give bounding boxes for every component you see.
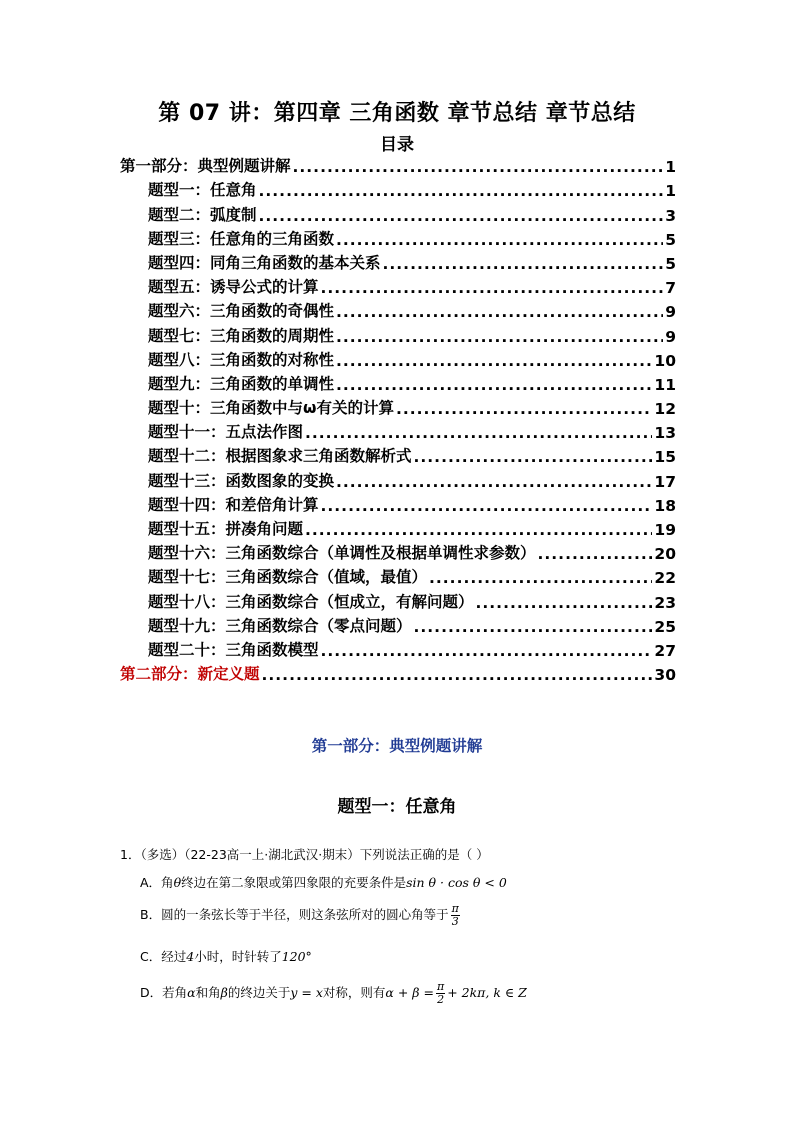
toc-entry[interactable] [120,346,676,370]
toc-entry[interactable] [120,660,676,684]
toc-dot-leader [305,521,652,539]
toc-entry[interactable] [120,321,676,345]
toc-entry-label: 第一部分：典型例题讲解 [120,157,291,176]
toc-entry-page-number: 19 [654,521,676,539]
option-d-alpha: α [187,985,196,1000]
toc-dot-leader [414,618,653,636]
option-a-prefix: A．角 [140,875,174,890]
toc-entry-label: 题型四：同角三角函数的基本关系 [148,253,381,272]
toc-entry-label: 题型六：三角函数的奇偶性 [148,302,335,321]
option-d-mid: 的终边关于 [227,985,291,1000]
option-d-and: 和角 [195,985,221,1000]
toc-entry-page-number: 3 [665,206,676,225]
toc-dot-leader [414,448,653,466]
toc-dot-leader [476,594,653,612]
toc-entry-page-number: 9 [665,303,676,322]
toc-entry-label: 题型十八：三角函数综合（恒成立，有解问题） [148,592,474,611]
option-d-sym: 对称，则有 [322,985,386,1000]
option-a-expr: sin θ · cos θ < 0 [406,875,507,890]
toc-entry[interactable] [120,200,676,224]
toc-entry[interactable] [120,152,676,176]
toc-entry[interactable] [120,297,676,321]
question-stem: 1．（多选）（22-23高一上·湖北武汉·期末）下列说法正确的是（ ） [120,847,489,862]
toc-entry-label: 题型九：三角函数的单调性 [148,374,335,393]
option-d-beta: β [220,985,228,1000]
toc-entry-page-number: 11 [654,375,676,394]
toc-entry-label: 题型十九：三角函数综合（零点问题） [148,616,412,635]
toc-entry[interactable] [120,539,676,563]
toc-entry-label: 题型二：弧度制 [148,205,257,224]
toc-entry-page-number: 18 [654,496,676,515]
option-a [140,873,507,891]
toc-entry-page-number: 10 [654,351,676,370]
toc-entry[interactable] [120,587,676,611]
toc-entry[interactable] [120,370,676,394]
question-1 [120,845,680,1006]
option-c [140,947,312,965]
toc-entry[interactable] [120,636,676,660]
toc-entry-page-number: 12 [654,400,676,419]
option-b [140,903,462,928]
toc-entry[interactable] [120,612,676,636]
option-d-numerator: π [436,980,445,993]
toc-entry-page-number: 5 [665,230,676,249]
toc-entry[interactable] [120,418,676,442]
option-d-line: y = x [290,985,323,1000]
toc-entry[interactable] [120,491,676,515]
toc-dot-leader [429,569,652,587]
toc-dot-leader [538,545,653,563]
toc-dot-leader [259,182,664,200]
toc-entry-page-number: 22 [654,569,676,588]
toc-entry-label: 题型十三：函数图象的变换 [148,471,335,490]
toc-entry[interactable] [120,394,676,418]
toc-entry-label: 题型十二：根据图象求三角函数解析式 [148,447,412,466]
toc-entry-page-number: 7 [665,279,676,298]
toc-entry-label: 题型十一：五点法作图 [148,423,304,442]
toc-entry-label: 题型十七：三角函数综合（值域，最值） [148,568,428,587]
toc-dot-leader [321,497,653,515]
toc-entry-page-number: 5 [665,254,676,273]
toc-entry-page-number: 1 [665,158,676,177]
toc-dot-leader [293,158,664,176]
toc-dot-leader [321,279,664,297]
table-of-contents [120,152,676,684]
toc-entry-label: 第二部分：新定义题 [120,665,260,684]
option-d-fraction [436,981,445,1006]
option-d-prefix: D．若角 [140,985,188,1000]
toc-entry-label: 题型三：任意角的三角函数 [148,229,335,248]
toc-heading: 目录 [380,135,414,155]
toc-entry-label: 题型一：任意角 [148,181,257,200]
toc-dot-leader [336,231,663,249]
toc-entry-label: 题型十六：三角函数综合（单调性及根据单调性求参数） [148,544,536,563]
toc-dot-leader [262,666,653,684]
toc-dot-leader [321,642,653,660]
toc-entry-label: 题型五：诱导公式的计算 [148,278,319,297]
toc-entry-label: 题型十四：和差倍角计算 [148,495,319,514]
option-b-text: B．圆的一条弦长等于半径，则这条弦所对的圆心角等于 [140,907,449,922]
toc-dot-leader [336,303,663,321]
toc-dot-leader [383,255,664,273]
toc-entry[interactable] [120,563,676,587]
option-b-fraction [451,903,460,928]
toc-entry-page-number: 15 [654,448,676,467]
toc-entry[interactable] [120,225,676,249]
toc-entry-label: 题型十五：拼凑角问题 [148,520,304,538]
toc-dot-leader [336,352,652,370]
option-d-denominator: 2 [437,993,445,1006]
toc-entry-page-number: 13 [654,424,676,443]
option-c-mid: 小时，时针转了 [194,949,282,964]
option-a-mid: 终边在第二象限或第四象限的充要条件是 [181,875,407,890]
toc-entry-page-number: 20 [654,545,676,564]
toc-entry-label: 题型二十：三角函数模型 [148,640,319,659]
toc-entry-page-number: 27 [654,641,676,660]
toc-dot-leader [396,400,652,418]
option-c-degrees: 120° [281,949,312,964]
toc-entry-label: 题型七：三角函数的周期性 [148,326,335,345]
toc-entry-page-number: 30 [654,666,676,685]
toc-entry-page-number: 1 [665,182,676,201]
type-heading: 题型一：任意角 [337,797,457,817]
toc-entry[interactable] [120,515,676,539]
toc-dot-leader [259,207,664,225]
section-heading: 第一部分：典型例题讲解 [311,737,483,755]
option-d [140,981,527,1006]
option-d-lhs: α + β = [385,985,434,1000]
toc-dot-leader [305,424,652,442]
toc-entry[interactable] [120,466,676,490]
toc-dot-leader [336,328,663,346]
option-b-denominator: 3 [451,915,459,928]
toc-entry[interactable] [120,273,676,297]
page-title: 第 07 讲：第四章 三角函数 章节总结 章节总结 [158,101,636,126]
toc-entry[interactable] [120,442,676,466]
toc-entry-page-number: 9 [665,327,676,346]
toc-entry-label: 题型八：三角函数的对称性 [148,350,335,369]
toc-entry-label: 题型十：三角函数中与ω有关的计算 [148,399,394,418]
option-b-numerator: π [451,902,459,915]
option-c-hours: 4 [186,949,195,964]
toc-entry[interactable] [120,176,676,200]
option-a-var: θ [173,875,182,890]
toc-entry-page-number: 25 [654,617,676,636]
toc-entry[interactable] [120,249,676,273]
toc-entry-page-number: 17 [654,472,676,491]
option-c-prefix: C．经过 [140,949,187,964]
toc-dot-leader [336,376,652,394]
toc-entry-page-number: 23 [654,593,676,612]
toc-dot-leader [336,473,652,491]
option-d-rhs: + 2kπ, k ∈ Z [447,985,527,1000]
